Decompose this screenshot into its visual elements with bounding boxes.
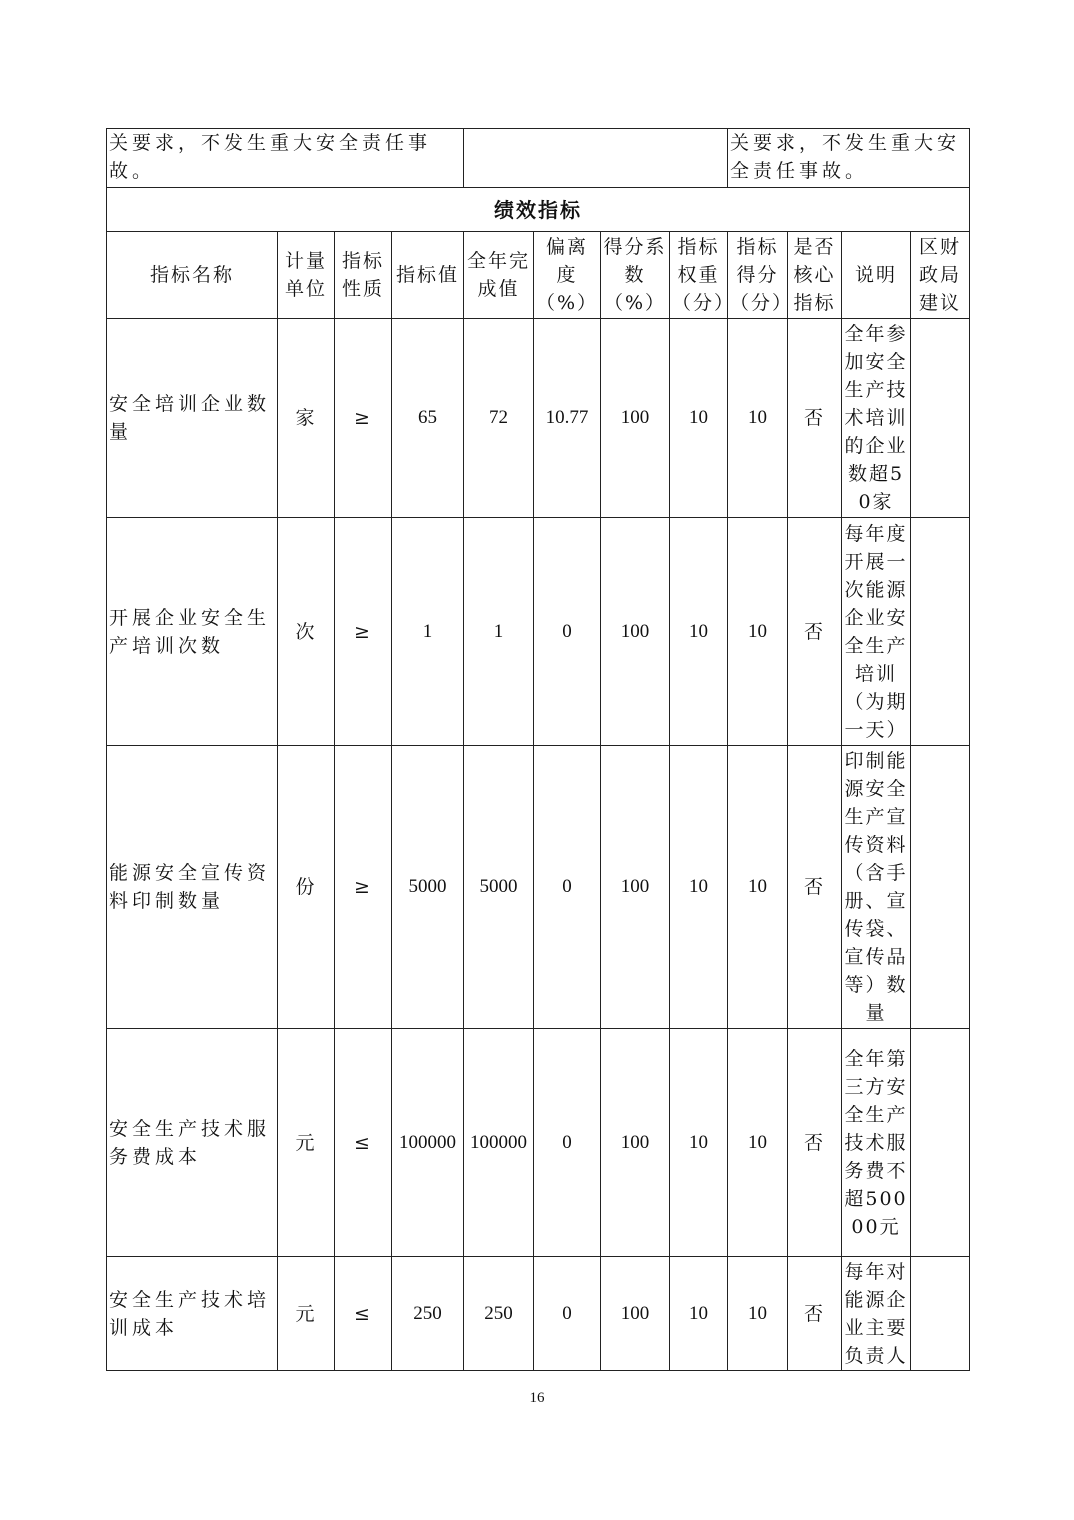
cell-unit: 家 bbox=[278, 319, 335, 518]
performance-table bbox=[106, 128, 970, 1371]
cell-actual: 5000 bbox=[464, 746, 534, 1029]
header-cell: 指标名称 bbox=[107, 232, 278, 319]
cell-weight: 10 bbox=[670, 1257, 728, 1371]
cell-name: 能源安全宣传资料印制数量 bbox=[107, 746, 278, 1029]
cell-core: 否 bbox=[788, 518, 842, 746]
cell-weight: 10 bbox=[670, 518, 728, 746]
cell-unit: 份 bbox=[278, 746, 335, 1029]
top-row bbox=[107, 129, 970, 188]
header-cell: 是否核心指标 bbox=[788, 232, 842, 319]
cell-name: 安全生产技术培训成本 bbox=[107, 1257, 278, 1371]
cell-score: 10 bbox=[728, 746, 788, 1029]
cell-note: 全年第三方安全生产技术服务费不超50000元 bbox=[842, 1029, 911, 1257]
table-row bbox=[107, 518, 970, 746]
cell-core: 否 bbox=[788, 1257, 842, 1371]
header-cell: 计量单位 bbox=[278, 232, 335, 319]
cell-name: 安全培训企业数量 bbox=[107, 319, 278, 518]
cell-target: 65 bbox=[392, 319, 464, 518]
table-row bbox=[107, 319, 970, 518]
cell-unit: 元 bbox=[278, 1257, 335, 1371]
cell-actual: 1 bbox=[464, 518, 534, 746]
header-cell: 指标性质 bbox=[335, 232, 392, 319]
cell-target: 250 bbox=[392, 1257, 464, 1371]
cell-score: 10 bbox=[728, 518, 788, 746]
cell-score: 10 bbox=[728, 1257, 788, 1371]
cell-deviation: 10.77 bbox=[534, 319, 601, 518]
cell-unit: 次 bbox=[278, 518, 335, 746]
cell-target: 5000 bbox=[392, 746, 464, 1029]
cell-nature: ≤ bbox=[335, 1029, 392, 1257]
cell-advice bbox=[911, 319, 970, 518]
top-middle-cell bbox=[464, 129, 728, 188]
table-row bbox=[107, 1029, 970, 1257]
cell-advice bbox=[911, 746, 970, 1029]
cell-deviation: 0 bbox=[534, 1257, 601, 1371]
header-cell: 偏离度（%） bbox=[534, 232, 601, 319]
top-right-cell: 关要求，不发生重大安全责任事故。 bbox=[728, 129, 970, 188]
cell-advice bbox=[911, 518, 970, 746]
cell-actual: 72 bbox=[464, 319, 534, 518]
header-cell: 说明 bbox=[842, 232, 911, 319]
cell-note: 全年参加安全生产技术培训的企业数超50家 bbox=[842, 319, 911, 518]
top-left-cell: 关要求，不发生重大安全责任事故。 bbox=[107, 129, 464, 188]
cell-coef: 100 bbox=[601, 1029, 670, 1257]
header-cell: 得分系数（%） bbox=[601, 232, 670, 319]
cell-weight: 10 bbox=[670, 319, 728, 518]
cell-deviation: 0 bbox=[534, 1029, 601, 1257]
cell-coef: 100 bbox=[601, 518, 670, 746]
cell-target: 1 bbox=[392, 518, 464, 746]
page-number: 16 bbox=[529, 1390, 545, 1406]
cell-note: 每年对能源企业主要负责人 bbox=[842, 1257, 911, 1371]
header-cell: 区财政局建议 bbox=[911, 232, 970, 319]
header-cell: 全年完成值 bbox=[464, 232, 534, 319]
cell-actual: 100000 bbox=[464, 1029, 534, 1257]
cell-score: 10 bbox=[728, 1029, 788, 1257]
cell-coef: 100 bbox=[601, 319, 670, 518]
cell-nature: ≥ bbox=[335, 319, 392, 518]
cell-coef: 100 bbox=[601, 746, 670, 1029]
cell-note: 印制能源安全生产宣传资料（含手册、宣传袋、宣传品等）数量 bbox=[842, 746, 911, 1029]
section-title: 绩效指标 bbox=[107, 188, 970, 232]
header-cell: 指标权重（分） bbox=[670, 232, 728, 319]
cell-core: 否 bbox=[788, 746, 842, 1029]
cell-unit: 元 bbox=[278, 1029, 335, 1257]
cell-coef: 100 bbox=[601, 1257, 670, 1371]
cell-weight: 10 bbox=[670, 746, 728, 1029]
cell-name: 开展企业安全生产培训次数 bbox=[107, 518, 278, 746]
cell-deviation: 0 bbox=[534, 518, 601, 746]
cell-advice bbox=[911, 1257, 970, 1371]
header-cell: 指标值 bbox=[392, 232, 464, 319]
header-cell: 指标得分（分） bbox=[728, 232, 788, 319]
cell-nature: ≤ bbox=[335, 1257, 392, 1371]
header-row bbox=[107, 232, 970, 319]
cell-note: 每年度开展一次能源企业安全生产培训（为期一天） bbox=[842, 518, 911, 746]
cell-core: 否 bbox=[788, 1029, 842, 1257]
cell-actual: 250 bbox=[464, 1257, 534, 1371]
cell-nature: ≥ bbox=[335, 746, 392, 1029]
cell-nature: ≥ bbox=[335, 518, 392, 746]
cell-weight: 10 bbox=[670, 1029, 728, 1257]
cell-core: 否 bbox=[788, 319, 842, 518]
cell-advice bbox=[911, 1029, 970, 1257]
table-row bbox=[107, 1257, 970, 1371]
table-row bbox=[107, 746, 970, 1029]
cell-deviation: 0 bbox=[534, 746, 601, 1029]
cell-score: 10 bbox=[728, 319, 788, 518]
cell-name: 安全生产技术服务费成本 bbox=[107, 1029, 278, 1257]
cell-target: 100000 bbox=[392, 1029, 464, 1257]
